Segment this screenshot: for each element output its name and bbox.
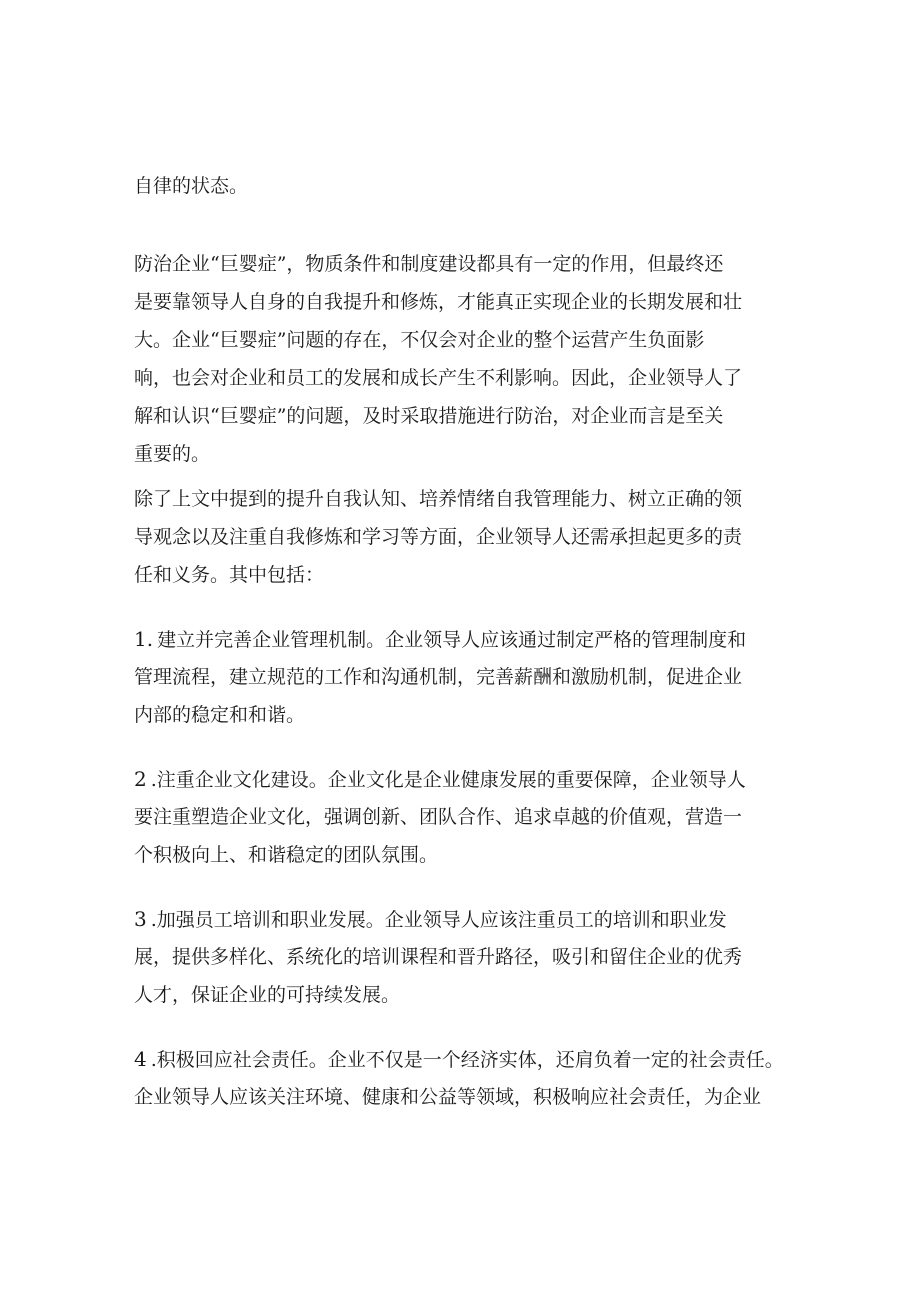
paragraph-responsibilities-intro	[134, 480, 799, 594]
list-item-employee-training	[134, 900, 799, 1014]
text-line: 任和义务。其中包括：	[134, 564, 325, 586]
text-line: 展，提供多样化、系统化的培训课程和晋升路径，吸引和留住企业的优秀	[134, 946, 743, 968]
text-line: 要注重塑造企业文化，强调创新、团队合作、追求卓越的价值观，营造一	[134, 806, 743, 828]
list-number: 3	[134, 907, 147, 931]
list-number: 1.	[134, 627, 154, 651]
list-item-corporate-culture	[134, 760, 799, 874]
list-item-text: .注重企业文化建设。企业文化是企业健康发展的重要保障，企业领导人	[150, 769, 746, 791]
text-line: 导观念以及注重自我修炼和学习等方面，企业领导人还需承担起更多的责	[134, 526, 743, 548]
text-line: 内部的稳定和和谐。	[134, 704, 306, 726]
text-line: 管理流程，建立规范的工作和沟通机制，完善薪酬和激励机制，促进企业	[134, 666, 743, 688]
text-line: 大。企业“巨婴症”问题的存在，不仅会对企业的整个运营产生负面影	[134, 329, 705, 351]
text-line: 个积极向上、和谐稳定的团队氛围。	[134, 844, 439, 866]
text-line	[134, 620, 799, 658]
list-item-text: .积极回应社会责任。企业不仅是一个经济实体，还肩负着一定的社会责任。	[150, 1049, 784, 1071]
text-line	[134, 760, 799, 798]
list-number: 4	[134, 1047, 147, 1071]
paragraph-intro-fragment	[134, 167, 799, 205]
text-line	[134, 900, 799, 938]
list-number: 2	[134, 767, 147, 791]
text-line: 是要靠领导人自身的自我提升和修炼，才能真正实现企业的长期发展和壮	[134, 291, 743, 313]
text-line	[134, 1040, 799, 1078]
list-item-text: .加强员工培训和职业发展。企业领导人应该注重员工的培训和职业发	[150, 909, 727, 931]
list-item-management-mechanism	[134, 620, 799, 734]
text-line: 解和认识“巨婴症”的问题，及时采取措施进行防治，对企业而言是至关	[134, 405, 724, 427]
text-line: 企业领导人应该关注环境、健康和公益等领域，积极响应社会责任，为企业	[134, 1086, 762, 1108]
text-line: 人才，保证企业的可持续发展。	[134, 984, 401, 1006]
text-line: 自律的状态。	[134, 175, 249, 197]
text-line: 除了上文中提到的提升自我认知、培养情绪自我管理能力、树立正确的领	[134, 488, 743, 510]
paragraph-prevention	[134, 245, 799, 473]
text-line: 重要的。	[134, 443, 211, 465]
list-item-social-responsibility	[134, 1040, 799, 1116]
list-item-text: 建立并完善企业管理机制。企业领导人应该通过制定严格的管理制度和	[157, 629, 747, 651]
text-line: 响，也会对企业和员工的发展和成长产生不利影响。因此，企业领导人了	[134, 367, 743, 389]
text-line: 防治企业“巨婴症”，物质条件和制度建设都具有一定的作用，但最终还	[134, 253, 724, 275]
